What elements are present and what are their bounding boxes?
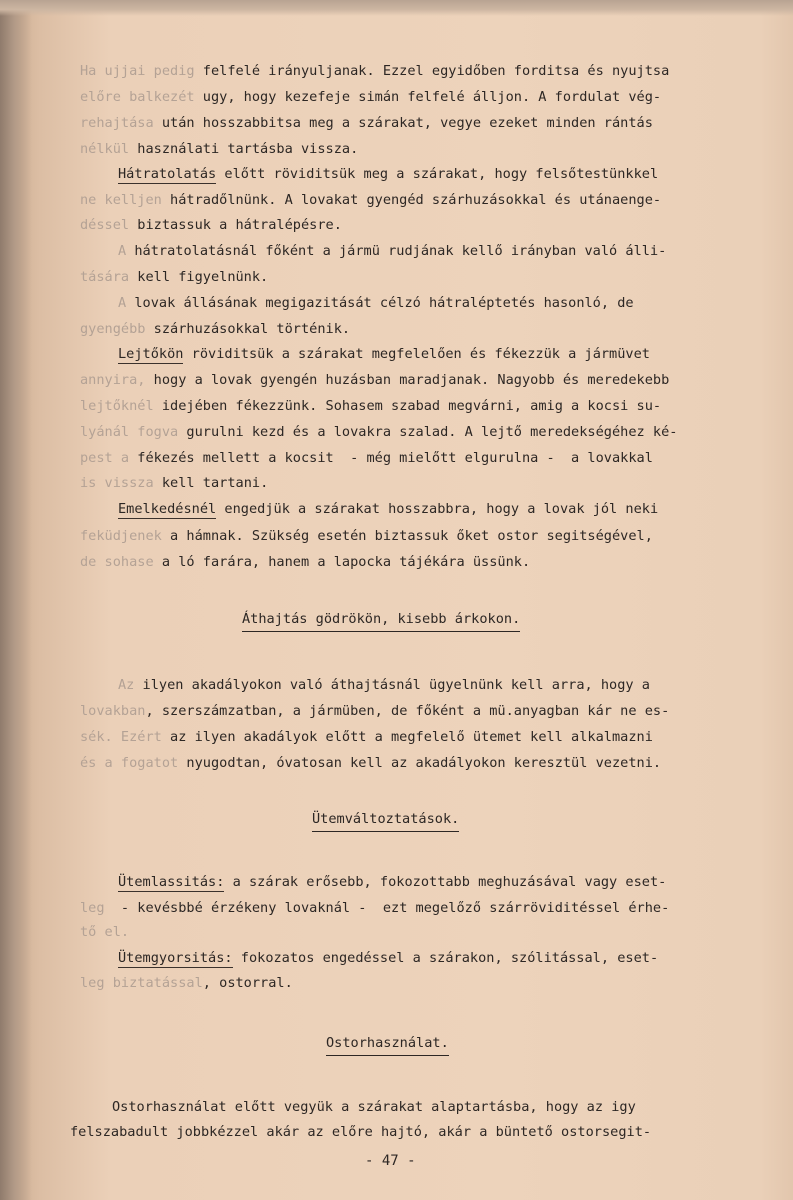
section-heading: Áthajtás gödrökön, kisebb árkokon. bbox=[242, 610, 520, 632]
underlined-term: Hátratolatás bbox=[118, 166, 217, 182]
text-line: is vissza kell tartani. bbox=[80, 475, 269, 491]
text-line: lejtőknél idejében fékezzünk. Sohasem szabad megvárni, amig a kocsi su- bbox=[80, 398, 662, 414]
text-line: tő el. bbox=[80, 924, 130, 940]
text-line: Ütemlassitás: a szárak erősebb, fokozottabb meghuzásával vagy eset- bbox=[118, 874, 667, 890]
text-line: annyira, hogy a lovak gyengén huzásban maradjanak. Nagyobb és meredekebb bbox=[80, 372, 670, 388]
text-line: ne kelljen hátradőlnünk. A lovakat gyengéd szárhuzásokkal és utánaenge- bbox=[80, 192, 662, 208]
underlined-term: Lejtőkön bbox=[118, 346, 184, 362]
text-line: előre balkezét ugy, hogy kezefeje simán felfelé álljon. A fordulat vég- bbox=[80, 89, 662, 105]
text-line: tására kell figyelnünk. bbox=[80, 269, 269, 285]
text-line: Lejtőkön röviditsük a szárakat megfelelően és fékezzük a jármüvet bbox=[118, 346, 650, 362]
text-line: lovakban, szerszámzatban, a jármüben, de főként a mü.anyagban kár ne es- bbox=[80, 703, 670, 719]
text-line: Ostorhasználat előtt vegyük a szárakat alaptartásba, hogy az igy bbox=[112, 1099, 636, 1115]
text-line: Ütemgyorsitás: fokozatos engedéssel a szárakon, szólitással, eset- bbox=[118, 950, 659, 966]
underlined-term: Ütemgyorsitás: bbox=[118, 950, 233, 966]
text-line: felszabadult jobbkézzel akár az előre hajtó, akár a büntető ostorsegit- bbox=[70, 1124, 652, 1140]
section-heading: Ütemváltoztatások. bbox=[312, 810, 459, 832]
page-number: - 47 - bbox=[365, 1153, 416, 1169]
text-line: rehajtása után hosszabbitsa meg a szárakat, vegye ezeket minden rántás bbox=[80, 115, 653, 131]
text-line: de sohase a ló farára, hanem a lapocka tájékára üssünk. bbox=[80, 554, 531, 570]
text-line: pest a fékezés mellett a kocsit - még mielőtt elgurulna - a lovakkal bbox=[80, 450, 653, 466]
text-line: Emelkedésnél engedjük a szárakat hosszabbra, hogy a lovak jól neki bbox=[118, 501, 659, 517]
text-line: A lovak állásának megigazitását célzó hátraléptetés hasonló, de bbox=[118, 295, 634, 311]
text-line: sék. Ezért az ilyen akadályok előtt a megfelelő ütemet kell alkalmazni bbox=[80, 729, 653, 745]
underlined-term: Emelkedésnél bbox=[118, 501, 217, 517]
text-line: gyengébb szárhuzásokkal történik. bbox=[80, 321, 351, 337]
text-line: Ha ujjai pedig felfelé irányuljanak. Ezzel egyidőben forditsa és nyujtsa bbox=[80, 63, 670, 79]
section-heading: Ostorhasználat. bbox=[326, 1034, 449, 1056]
text-line: leg - kevésbbé érzékeny lovaknál - ezt megelőző szárröviditéssel érhe- bbox=[80, 900, 670, 916]
text-line: Hátratolatás előtt röviditsük meg a szárakat, hogy felsőtestünkkel bbox=[118, 166, 659, 182]
text-line: nélkül használati tartásba vissza. bbox=[80, 141, 359, 157]
text-line: Az ilyen akadályokon való áthajtásnál ügyelnünk kell arra, hogy a bbox=[118, 677, 650, 693]
text-line: déssel biztassuk a hátralépésre. bbox=[80, 217, 342, 233]
text-line: és a fogatot nyugodtan, óvatosan kell az akadályokon keresztül vezetni. bbox=[80, 755, 662, 771]
underlined-term: Ütemlassitás: bbox=[118, 874, 225, 890]
text-line: lyánál fogva gurulni kezd és a lovakra szalad. A lejtő meredekségéhez ké- bbox=[80, 424, 678, 440]
text-line: A hátratolatásnál főként a jármü rudjának kellő irányban való álli- bbox=[118, 243, 667, 259]
text-line: leg biztatással, ostorral. bbox=[80, 975, 293, 991]
text-line: feküdjenek a hámnak. Szükség esetén biztassuk őket ostor segitségével, bbox=[80, 528, 653, 544]
